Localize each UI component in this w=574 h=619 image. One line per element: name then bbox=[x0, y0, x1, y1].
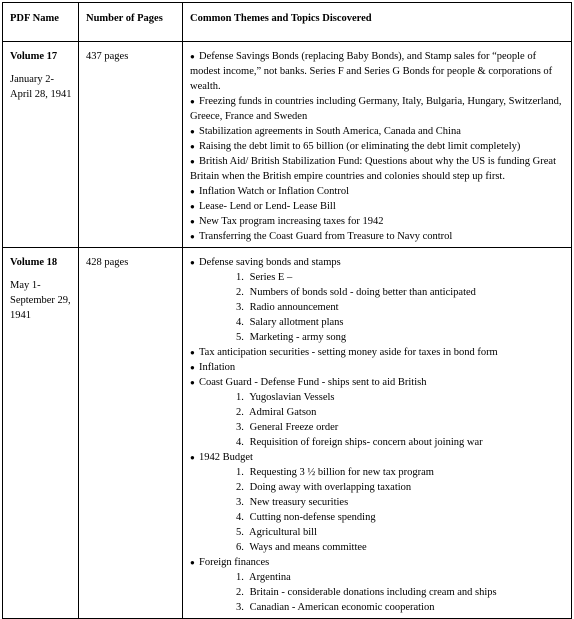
subtopic-item bbox=[236, 420, 565, 435]
topic-list bbox=[190, 49, 565, 244]
bullet-icon: ● bbox=[190, 187, 195, 196]
header-row bbox=[3, 3, 572, 42]
bullet-icon: ● bbox=[190, 232, 195, 241]
bullet-icon: ● bbox=[190, 202, 195, 211]
topic-item bbox=[190, 555, 565, 615]
topic-text: Inflation Watch or Inflation Control bbox=[199, 186, 350, 197]
topic-text: 1942 Budget bbox=[199, 452, 253, 463]
subtopic-text: Series E – bbox=[247, 272, 293, 283]
subtopic-item bbox=[236, 315, 565, 330]
bullet-icon: ● bbox=[190, 453, 195, 462]
page-count: 437 pages bbox=[86, 51, 129, 62]
subtopic-number: 4. bbox=[236, 512, 244, 523]
subtopic-text: New treasury securities bbox=[247, 497, 349, 508]
topics-cell bbox=[183, 42, 572, 248]
topics-cell bbox=[183, 248, 572, 619]
header-number-of-pages: Number of Pages bbox=[79, 3, 183, 42]
subtopic-list bbox=[190, 390, 565, 450]
topic-text: Defense Savings Bonds (replacing Baby Bonds), and Stamp sales for “people of modest income,” not banks. Series F and Series G Bonds for people & corporations of wealth. bbox=[190, 51, 553, 92]
volume-name: Volume 18 bbox=[10, 257, 58, 268]
subtopic-text: Britain - considerable donations including cream and ships bbox=[247, 587, 497, 598]
topic-item bbox=[190, 184, 565, 199]
subtopic-text: Yugoslavian Vessels bbox=[247, 392, 335, 403]
topic-text: Defense saving bonds and stamps bbox=[199, 257, 341, 268]
topic-text: Inflation bbox=[199, 362, 236, 373]
subtopic-item bbox=[236, 600, 565, 615]
topic-text: Transferring the Coast Guard from Treasure to Navy control bbox=[199, 231, 453, 242]
topic-text: New Tax program increasing taxes for 1942 bbox=[199, 216, 384, 227]
volume-dates: January 2- April 28, 1941 bbox=[10, 74, 72, 100]
subtopic-number: 3. bbox=[236, 602, 244, 613]
subtopic-item bbox=[236, 270, 565, 285]
subtopic-text: Canadian - American economic cooperation bbox=[247, 602, 435, 613]
topic-list bbox=[190, 255, 565, 615]
subtopic-text: Doing away with overlapping taxation bbox=[247, 482, 412, 493]
subtopic-list bbox=[190, 270, 565, 345]
topic-item bbox=[190, 94, 565, 124]
topic-item bbox=[190, 360, 565, 375]
subtopic-text: Admiral Gatson bbox=[247, 407, 317, 418]
subtopic-item bbox=[236, 330, 565, 345]
topic-text: Raising the debt limit to 65 billion (or eliminating the debt limit completely) bbox=[199, 141, 521, 152]
bullet-icon: ● bbox=[190, 378, 195, 387]
bullet-icon: ● bbox=[190, 217, 195, 226]
subtopic-number: 6. bbox=[236, 542, 244, 553]
bullet-icon: ● bbox=[190, 52, 195, 61]
subtopic-number: 1. bbox=[236, 572, 244, 583]
subtopic-item bbox=[236, 570, 565, 585]
subtopic-item bbox=[236, 540, 565, 555]
subtopic-number: 1. bbox=[236, 467, 244, 478]
bullet-icon: ● bbox=[190, 363, 195, 372]
topic-item bbox=[190, 49, 565, 94]
topic-item bbox=[190, 229, 565, 244]
bullet-icon: ● bbox=[190, 127, 195, 136]
topic-item bbox=[190, 255, 565, 345]
topic-text: Coast Guard - Defense Fund - ships sent to aid British bbox=[199, 377, 427, 388]
header-pdf-name: PDF Name bbox=[3, 3, 79, 42]
topic-item bbox=[190, 154, 565, 184]
topic-text: Tax anticipation securities - setting money aside for taxes in bond form bbox=[199, 347, 498, 358]
subtopic-text: General Freeze order bbox=[247, 422, 339, 433]
pages-cell bbox=[79, 248, 183, 619]
subtopic-item bbox=[236, 525, 565, 540]
subtopic-number: 4. bbox=[236, 437, 244, 448]
topic-item bbox=[190, 199, 565, 214]
topic-text: Freezing funds in countries including Germany, Italy, Bulgaria, Hungary, Switzerland, Greece, France and Sweden bbox=[190, 96, 562, 122]
topic-text: Lease- Lend or Lend- Lease Bill bbox=[199, 201, 336, 212]
bullet-icon: ● bbox=[190, 258, 195, 267]
volume-dates: May 1- September 29, 1941 bbox=[10, 280, 71, 321]
volume-cell bbox=[3, 248, 79, 619]
subtopic-text: Marketing - army song bbox=[247, 332, 347, 343]
topic-text: British Aid/ British Stabilization Fund: Questions about why the US is funding Great Britain when the British empire countries and colonies should step up first. bbox=[190, 156, 556, 182]
subtopic-item bbox=[236, 390, 565, 405]
volume-name: Volume 17 bbox=[10, 51, 58, 62]
subtopic-list bbox=[190, 570, 565, 615]
subtopic-item bbox=[236, 285, 565, 300]
topic-item bbox=[190, 214, 565, 229]
table-row bbox=[3, 248, 572, 619]
subtopic-item bbox=[236, 435, 565, 450]
subtopic-list bbox=[190, 465, 565, 555]
subtopic-item bbox=[236, 465, 565, 480]
volume-cell bbox=[3, 42, 79, 248]
subtopic-text: Agricultural bill bbox=[247, 527, 317, 538]
subtopic-item bbox=[236, 495, 565, 510]
bullet-icon: ● bbox=[190, 157, 195, 166]
topic-text: Stabilization agreements in South America, Canada and China bbox=[199, 126, 461, 137]
themes-table bbox=[2, 2, 572, 619]
subtopic-item bbox=[236, 405, 565, 420]
subtopic-number: 5. bbox=[236, 527, 244, 538]
subtopic-item bbox=[236, 480, 565, 495]
subtopic-number: 2. bbox=[236, 407, 244, 418]
subtopic-text: Salary allotment plans bbox=[247, 317, 344, 328]
subtopic-number: 1. bbox=[236, 392, 244, 403]
topic-item bbox=[190, 139, 565, 154]
topic-item bbox=[190, 124, 565, 139]
topic-text: Foreign finances bbox=[199, 557, 270, 568]
subtopic-text: Cutting non-defense spending bbox=[247, 512, 376, 523]
subtopic-item bbox=[236, 510, 565, 525]
subtopic-number: 5. bbox=[236, 332, 244, 343]
subtopic-number: 2. bbox=[236, 587, 244, 598]
bullet-icon: ● bbox=[190, 558, 195, 567]
subtopic-number: 3. bbox=[236, 302, 244, 313]
topic-item bbox=[190, 450, 565, 555]
subtopic-number: 2. bbox=[236, 482, 244, 493]
subtopic-text: Requesting 3 ½ billion for new tax program bbox=[247, 467, 434, 478]
subtopic-text: Numbers of bonds sold - doing better than anticipated bbox=[247, 287, 476, 298]
bullet-icon: ● bbox=[190, 142, 195, 151]
bullet-icon: ● bbox=[190, 348, 195, 357]
topic-item bbox=[190, 345, 565, 360]
topic-item bbox=[190, 375, 565, 450]
subtopic-number: 1. bbox=[236, 272, 244, 283]
subtopic-item bbox=[236, 585, 565, 600]
header-themes: Common Themes and Topics Discovered bbox=[183, 3, 572, 42]
subtopic-text: Ways and means committee bbox=[247, 542, 367, 553]
subtopic-text: Requisition of foreign ships- concern about joining war bbox=[247, 437, 483, 448]
table-row bbox=[3, 42, 572, 248]
subtopic-number: 3. bbox=[236, 422, 244, 433]
page-count: 428 pages bbox=[86, 257, 129, 268]
subtopic-number: 2. bbox=[236, 287, 244, 298]
subtopic-text: Radio announcement bbox=[247, 302, 339, 313]
bullet-icon: ● bbox=[190, 97, 195, 106]
subtopic-number: 4. bbox=[236, 317, 244, 328]
subtopic-text: Argentina bbox=[247, 572, 291, 583]
pages-cell bbox=[79, 42, 183, 248]
subtopic-number: 3. bbox=[236, 497, 244, 508]
subtopic-item bbox=[236, 300, 565, 315]
